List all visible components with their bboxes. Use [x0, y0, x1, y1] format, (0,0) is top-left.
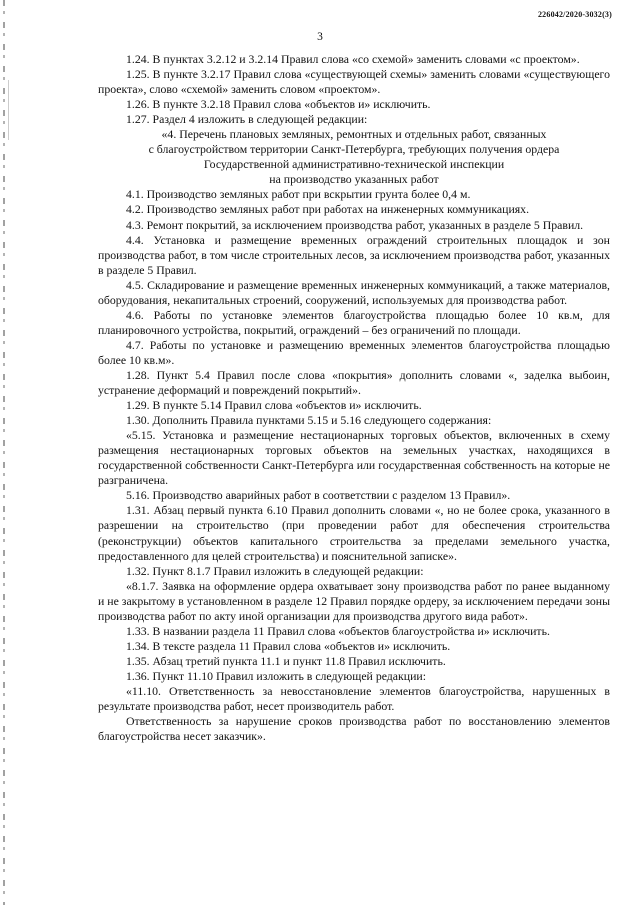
paragraph: 5.16. Производство аварийных работ в соответствии с разделом 13 Правил».: [126, 488, 511, 503]
paragraph: 4.6. Работы по установке элементов благоустройства площадью более 10 кв.м, для планировочного устройства, покрытий, ограждений – без ограничений по площади.: [98, 307, 610, 337]
document-body: [98, 52, 610, 744]
paragraph: 4.4. Установка и размещение временных ограждений строительных площадок и зон производства работ, в том числе строительных лесов, за исключением производства работ, указанных в разделе 5 Правил.: [98, 232, 610, 277]
paragraph: 1.25. В пункте 3.2.17 Правил слова «существующей схемы» заменить словами «существующего проекта», слово «схемой» заменить словом «проектом».: [98, 67, 610, 97]
scan-edge-artifact: [3, 0, 5, 905]
scan-edge-artifact: [8, 80, 9, 140]
paragraph: 1.27. Раздел 4 изложить в следующей редакции:: [126, 112, 368, 127]
paragraph: 1.34. В тексте раздела 11 Правил слова «объектов и» исключить.: [126, 638, 451, 653]
paragraph: «5.15. Установка и размещение нестационарных торговых объектов, включенных в схему размещения нестационарных торговых объектов на земельных участках, находящихся в государственной собственности Санкт-Петербурга или государственная собственность на которые не разграничена.: [98, 428, 610, 488]
paragraph: 1.24. В пунктах 3.2.12 и 3.2.14 Правил слова «со схемой» заменить словами «с проектом».: [126, 52, 580, 66]
paragraph: 4.2. Производство земляных работ при работах на инженерных коммуникациях.: [126, 202, 530, 217]
document-number: 226042/2020-3032(3): [537, 10, 612, 19]
paragraph: «11.10. Ответственность за невосстановление элементов благоустройства, нарушенных в результате производства работ, несет производитель работ.: [98, 683, 610, 714]
paragraph: 1.28. Пункт 5.4 Правил после слова «покрытия» дополнить словами «, заделка выбоин, устранение деформаций и повреждений покрытий».: [98, 367, 610, 398]
paragraph: 1.33. В названии раздела 11 Правил слова «объектов благоустройства и» исключить.: [126, 623, 550, 638]
paragraph: «8.1.7. Заявка на оформление ордера охватывает зону производства работ по ранее выданному и не закрытому в установленном в разделе 12 Правил порядке ордеру, за исключением передачи зоны производства работ по акту иной организации для производства другого вида работ».: [98, 578, 610, 623]
paragraph: 1.29. В пункте 5.14 Правил слова «объектов и» исключить.: [126, 398, 422, 413]
paragraph: 4.1. Производство земляных работ при вскрытии грунта более 0,4 м.: [126, 187, 471, 202]
section-heading: Государственной административно-технической инспекции: [203, 157, 505, 172]
page-number: 3: [317, 31, 323, 43]
section-heading: на производство указанных работ: [269, 172, 439, 187]
section-heading: с благоустройством территории Санкт-Петербурга, требующих получения ордера: [148, 142, 560, 157]
paragraph: 1.31. Абзац первый пункта 6.10 Правил дополнить словами «, но не более срока, указанного в разрешении на строительство (при проведении работ для обеспечения строительства (реконструкции) объектов капитального строительства за пределами земельного участка, предоставленного для целей строительства) и пояснительной записке».: [98, 503, 610, 563]
paragraph: 1.26. В пункте 3.2.18 Правил слова «объектов и» исключить.: [126, 97, 431, 112]
paragraph: 1.32. Пункт 8.1.7 Правил изложить в следующей редакции:: [126, 563, 424, 578]
paragraph: 4.3. Ремонт покрытий, за исключением производства работ, указанных в разделе 5 Правил.: [126, 217, 584, 232]
paragraph: 1.35. Абзац третий пункта 11.1 и пункт 11.8 Правил исключить.: [126, 653, 446, 668]
paragraph: 1.30. Дополнить Правила пунктами 5.15 и 5.16 следующего содержания:: [126, 413, 492, 428]
paragraph: 4.5. Складирование и размещение временных инженерных коммуникаций, а также материалов, оборудования, некапитальных строений, сооружений, используемых для производства работ.: [98, 277, 610, 307]
paragraph: 1.36. Пункт 11.10 Правил изложить в следующей редакции:: [126, 668, 426, 683]
section-heading: «4. Перечень плановых земляных, ремонтных и отдельных работ, связанных: [161, 127, 547, 142]
paragraph: 4.7. Работы по установке и размещению временных элементов благоустройства площадью более 10 кв.м».: [98, 337, 610, 367]
paragraph: Ответственность за нарушение сроков производства работ по восстановлению элементов благоустройства несет заказчик».: [98, 714, 610, 744]
